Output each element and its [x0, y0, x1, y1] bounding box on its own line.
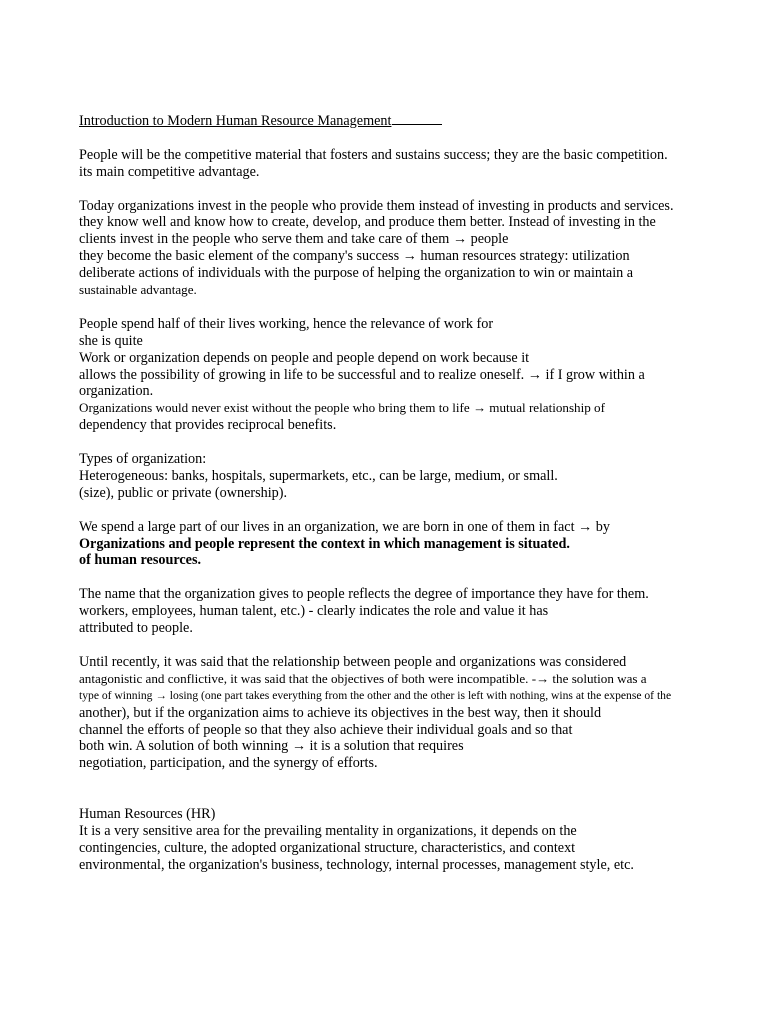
text-line: People will be the competitive material that fosters and sustains success; they are the basic competition.: [79, 146, 668, 163]
text-line: its main competitive advantage.: [79, 163, 260, 180]
title-line: [79, 110, 719, 130]
paragraph-context-of-management: [79, 519, 719, 570]
spacer: [79, 181, 719, 198]
spacer: [79, 569, 719, 586]
document-body: [79, 110, 719, 874]
text-line: antagonistic and conflictive, it was said that the objectives of both were incompatible. -→ the solution was a: [79, 670, 647, 686]
spacer: [79, 772, 719, 806]
text-line: Organizations would never exist without the people who bring them to life → mutual relationship of: [79, 400, 605, 416]
text-line: contingencies, culture, the adopted organizational structure, characteristics, and context: [79, 839, 576, 856]
text-line: allows the possibility of growing in life to be successful and to realize oneself. → if I grow within a: [79, 366, 645, 383]
paragraph-types-of-organization: [79, 451, 719, 502]
text-line: clients invest in the people who serve them and take care of them → people: [79, 231, 509, 248]
spacer: [79, 434, 719, 451]
text-line: she is quite: [79, 332, 143, 349]
text-line: People spend half of their lives working, hence the relevance of work for: [79, 315, 494, 332]
spacer: [79, 130, 719, 147]
text-line: deliberate actions of individuals with the purpose of helping the organization to win or maintain a: [79, 265, 634, 282]
text-line: Work or organization depends on people and people depend on work because it: [79, 349, 530, 366]
text-line: they know well and know how to create, develop, and produce them better. Instead of investing in the: [79, 214, 656, 231]
spacer: [79, 637, 719, 654]
paragraph-invest-in-people: [79, 198, 719, 299]
paragraph-naming-of-people: [79, 586, 719, 637]
text-line: workers, employees, human talent, etc.) - clearly indicates the role and value it has: [79, 603, 549, 620]
text-line: organization.: [79, 383, 154, 400]
title-underline-rule: [392, 110, 442, 125]
text-line: both win. A solution of both winning → it is a solution that requires: [79, 738, 464, 755]
text-line: environmental, the organization's business, technology, internal processes, management style, etc.: [79, 856, 634, 873]
text-line: Today organizations invest in the people who provide them instead of investing in products and services.: [79, 197, 674, 214]
paragraph-competitive-advantage: [79, 147, 719, 181]
text-line: type of winning → losing (one part takes everything from the other and the other is left with nothing, wins at the expense of the: [79, 688, 672, 702]
spacer: [79, 502, 719, 519]
text-line: It is a very sensitive area for the prevailing mentality in organizations, it depends on the: [79, 822, 577, 839]
document-title: Introduction to Modern Human Resource Management: [79, 113, 392, 129]
paragraph-human-resources: [79, 806, 719, 874]
text-line: sustainable advantage.: [79, 282, 197, 298]
text-line: Until recently, it was said that the relationship between people and organizations was considered: [79, 653, 627, 670]
text-line: channel the efforts of people so that they also achieve their individual goals and so that: [79, 721, 573, 738]
paragraph-work-relevance: [79, 316, 719, 434]
text-line: Types of organization:: [79, 451, 207, 468]
text-line: (size), public or private (ownership).: [79, 484, 288, 501]
section-heading: Human Resources (HR): [79, 806, 216, 823]
text-line-bold: of human resources.: [79, 552, 202, 569]
text-line-bold: Organizations and people represent the context in which management is situated.: [79, 535, 570, 552]
text-line: The name that the organization gives to people reflects the degree of importance they have for them.: [79, 586, 649, 603]
text-line: they become the basic element of the company's success → human resources strategy: utilization: [79, 248, 630, 265]
text-line: another), but if the organization aims to achieve its objectives in the best way, then it should: [79, 704, 602, 721]
text-line: We spend a large part of our lives in an organization, we are born in one of them in fact → by: [79, 518, 610, 535]
paragraph-win-win: [79, 654, 719, 772]
text-line: attributed to people.: [79, 620, 193, 637]
text-line: dependency that provides reciprocal benefits.: [79, 417, 337, 434]
text-line: negotiation, participation, and the synergy of efforts.: [79, 755, 378, 772]
text-line: Heterogeneous: banks, hospitals, supermarkets, etc., can be large, medium, or small.: [79, 467, 558, 484]
spacer: [79, 299, 719, 316]
